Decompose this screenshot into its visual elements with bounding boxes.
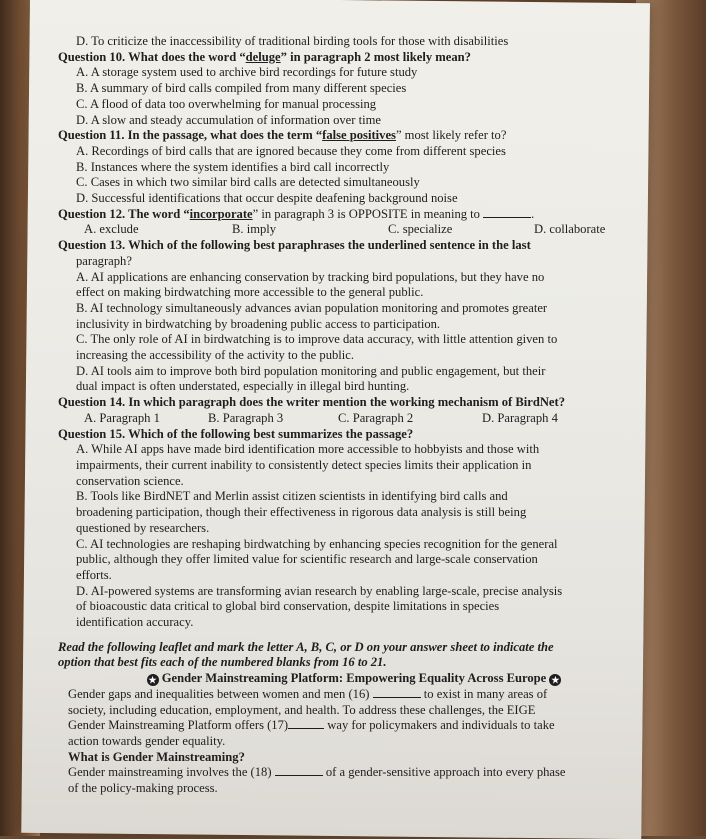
q14-option-a: A. Paragraph 1 [84,410,160,425]
q15-option-c-line3: efforts. [76,567,112,582]
q13-stem-line2: paragraph? [76,253,132,268]
leaflet-title-text: Gender Mainstreaming Platform: Empowering Equality Across Europe [161,671,547,686]
q14-options [58,411,650,427]
q13-option-b-line1: B. AI technology simultaneously advances avian population monitoring and promotes greater [76,300,548,315]
q15-option-d-line2: of bioacoustic data critical to global bird conservation, despite limitations in species [76,599,500,614]
badge-icon: ★ [148,675,157,686]
worksheet-content [58,34,650,797]
instructions-line1: Read the following leaflet and mark the letter A, B, C, or D on your answer sheet to indicate the [58,639,554,654]
badge-icon: ★ [551,675,560,686]
q15-option-b-line1: B. Tools like BirdNET and Merlin assist citizen scientists in identifying bird calls and [76,489,508,504]
q13-option-c-line2: increasing the accessibility of the activity to the public. [76,348,355,363]
q10-term: deluge [245,49,281,64]
blank-16 [373,687,421,698]
q13-stem-line1 [58,238,650,254]
q14-stem: Question 14. In which paragraph does the writer mention the working mechanism of BirdNet? [58,395,566,410]
q11-option-a: A. Recordings of bird calls that are ignored because they come from different species [76,143,506,158]
q13-option-d-line1: D. AI tools aim to improve both bird population monitoring and public engagement, but their [76,363,546,378]
q15-option-a-line1: A. While AI apps have made bird identification more accessible to hobbyists and those with [76,442,540,457]
leaflet-p1-line2: society, including education, employment, and health. To address these challenges, the EIGE [68,702,536,717]
blank-17-prefix: Gender Mainstreaming Platform offers (17) [68,718,289,733]
q14-option-b: B. Paragraph 3 [208,410,284,425]
q12-option-a: A. exclude [84,222,139,237]
leaflet-heading: What is Gender Mainstreaming? [68,749,245,764]
blank-18-prefix: Gender mainstreaming involves the (18) [68,765,272,780]
q11-option-b: B. Instances where the system identifies a bird call incorrectly [76,159,390,174]
q15-option-b-line3: questioned by researchers. [76,520,210,535]
q13-option-c-line1: C. The only role of AI in birdwatching is to improve data accuracy, with little attention given to [76,332,558,347]
q15-option-d-line3: identification accuracy. [76,615,194,630]
instructions-line2: option that best fits each of the numbered blanks from 16 to 21. [58,655,387,670]
q10-option-a: A. A storage system used to archive bird recordings for future study [76,65,418,80]
q11-stem-pre: Question 11. In the passage, what does the term “ [58,128,323,143]
blank-17-suffix: way for policymakers and individuals to take [327,718,555,733]
q11-stem-post: ” most likely refer to? [395,128,507,143]
q11-stem [58,128,650,144]
leaflet-p1-line4: action towards gender equality. [68,733,226,748]
q13-option-d-line2: dual impact is often understated, especially in illegal bird hunting. [76,379,410,394]
blank-16-suffix: to exist in many areas of [423,686,548,701]
q15-option-d-line1: D. AI-powered systems are transforming avian research by enabling large-scale, precise analysis [76,583,563,598]
blank-18-suffix: of a gender-sensitive approach into every phase [325,765,566,780]
q11-option-d: D. Successful identifications that occur despite deafening background noise [76,191,458,206]
q12-term: incorporate [189,206,253,221]
q10-stem [58,50,650,66]
q10-option-d: D. A slow and steady accumulation of information over time [76,112,381,127]
q9-option-d: D. To criticize the inaccessibility of traditional birding tools for those with disabilities [76,34,509,48]
q12-blank [483,207,531,218]
q13-option-a-line2: effect on making birdwatching more accessible to the general public. [76,285,424,300]
q12-stem [58,207,650,223]
leaflet-title [58,671,650,687]
q15-option-b-line2: broadening participation, though their effectiveness in rigorous data analysis is still being [76,505,527,520]
leaflet-p2-line1 [58,765,650,781]
leaflet-p1-line3 [58,718,650,734]
leaflet-p2-line2: of the policy-making process. [68,781,218,796]
q13-option-b-line2: inclusivity in birdwatching by broadening public access to participation. [76,316,441,331]
q11-term: false positives [322,128,396,143]
q14-option-d: D. Paragraph 4 [482,410,558,425]
q15-option-a-line2: impairments, their current inability to consistently detect species limits their application in [76,457,532,472]
q15-option-a-line3: conservation science. [76,473,184,488]
q13-stem-text: Question 13. Which of the following best paraphrases the underlined sentence in the last [58,238,531,253]
q13-option-a-line1: A. AI applications are enhancing conservation by tracking bird populations, but they have no [76,269,545,284]
q10-option-b: B. A summary of bird calls compiled from many different species [76,81,407,96]
q12-stem-end: . [531,206,535,221]
q15-stem: Question 15. Which of the following best summarizes the passage? [58,426,414,441]
q10-stem-post: ” in paragraph 2 most likely mean? [280,49,471,64]
q12-options [58,222,650,238]
blank-18 [275,765,323,776]
q10-option-c: C. A flood of data too overwhelming for manual processing [76,96,377,111]
q12-stem-post: ” in paragraph 3 is OPPOSITE in meaning to [252,206,480,221]
q14-option-c: C. Paragraph 2 [338,410,414,425]
q12-option-d: D. collaborate [534,222,606,237]
q12-option-c: C. specialize [388,222,453,237]
q15-option-c-line1: C. AI technologies are reshaping birdwatching by enhancing species recognition for the general [76,536,558,551]
q15-option-c-line2: public, although they offer limited value for scientific research and large-scale conservation [76,552,538,567]
q10-stem-pre: Question 10. What does the word “ [58,49,246,64]
q11-option-c: C. Cases in which two similar bird calls are detected simultaneously [76,175,420,190]
blank-17 [288,718,324,729]
blank-16-prefix: Gender gaps and inequalities between women and men (16) [68,686,370,701]
q12-option-b: B. imply [232,222,277,237]
leaflet-p1-line1 [58,687,650,703]
q12-stem-pre: Question 12. The word “ [58,206,190,221]
